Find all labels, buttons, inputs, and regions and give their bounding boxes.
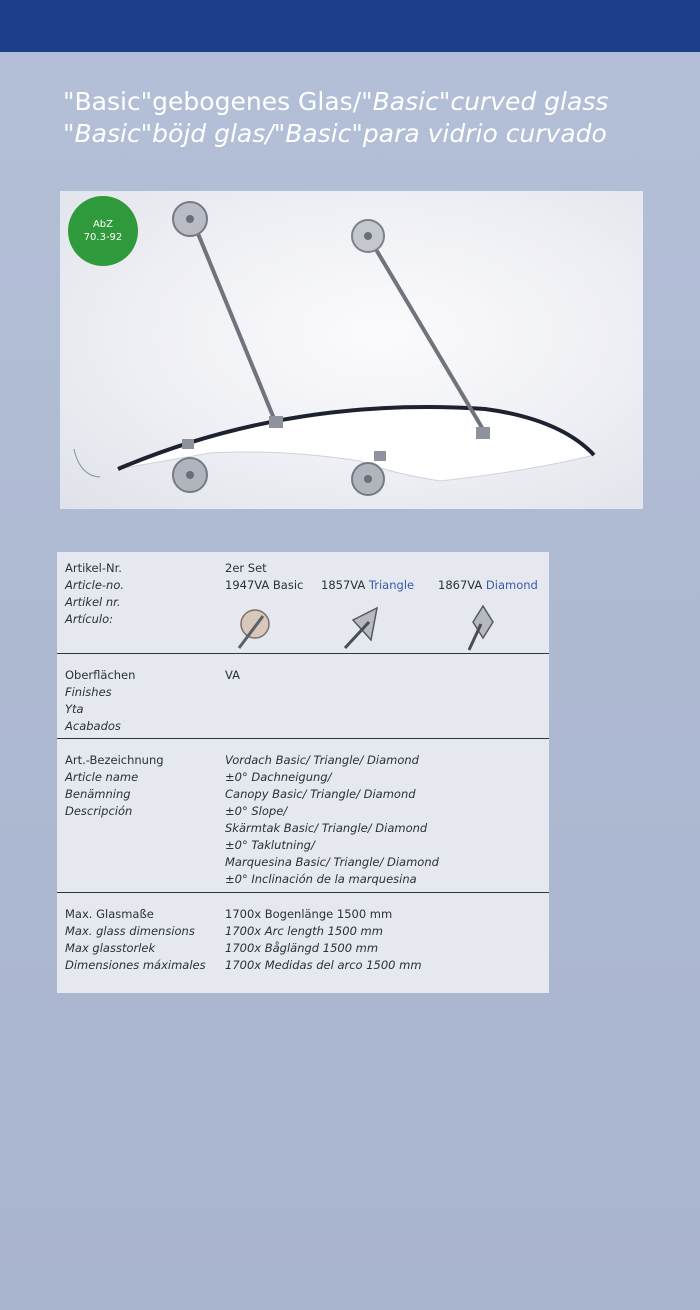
article-section <box>57 560 549 652</box>
title-english: "Basic"curved glass <box>361 87 609 116</box>
title-swedish-spanish: "Basic"böjd glas/"Basic"para vidrio curvado <box>63 119 607 148</box>
article-name-values <box>225 752 439 888</box>
label-es: Artículo: <box>65 612 114 626</box>
label-de: Artikel-Nr. <box>65 561 122 575</box>
article-name-labels <box>65 752 164 820</box>
product-photo <box>60 191 643 509</box>
name-line: Canopy Basic/ Triangle/ Diamond <box>225 787 416 801</box>
label-de: Oberflächen <box>65 668 136 682</box>
diamond-fitting-icon <box>461 604 497 652</box>
label-de: Max. Glasmaße <box>65 907 154 921</box>
article-name-section <box>57 752 549 890</box>
variant-name: Triangle <box>368 578 415 592</box>
name-line: ±0° Slope/ <box>225 804 288 818</box>
variant-code: 1867VA <box>438 578 483 592</box>
label-en: Finishes <box>65 685 112 699</box>
name-line: Vordach Basic/ Triangle/ Diamond <box>225 753 419 767</box>
variant-basic <box>225 577 303 594</box>
label-en: Article-no. <box>65 578 125 592</box>
dimensions-labels <box>65 906 206 974</box>
name-line: ±0° Inclinación de la marquesina <box>225 872 417 886</box>
triangle-fitting-icon <box>341 606 381 652</box>
label-en: Max. glass dimensions <box>65 924 195 938</box>
variant-name: Diamond <box>485 578 538 592</box>
name-line: Marquesina Basic/ Triangle/ Diamond <box>225 855 439 869</box>
badge-number: 70.3-92 <box>83 232 123 243</box>
variant-code: 1857VA <box>321 578 366 592</box>
label-sv: Yta <box>65 702 84 716</box>
variant-code: 1947VA <box>225 578 270 592</box>
dimension-line: 1700x Bogenlänge 1500 mm <box>225 907 393 921</box>
title-german: "Basic"gebogenes Glas/ <box>63 87 362 116</box>
finishes-section <box>57 667 549 735</box>
variant-name: Basic <box>272 578 304 592</box>
name-line: Skärmtak Basic/ Triangle/ Diamond <box>225 821 428 835</box>
specification-table <box>57 552 549 993</box>
variant-diamond <box>438 577 538 594</box>
dimension-line: 1700x Båglängd 1500 mm <box>225 941 379 955</box>
approval-badge <box>68 196 138 266</box>
label-es: Acabados <box>65 719 121 733</box>
section-divider <box>57 738 549 739</box>
label-es: Dimensiones máximales <box>65 958 206 972</box>
section-divider <box>57 653 549 654</box>
label-sv: Max glasstorlek <box>65 941 156 955</box>
page-title <box>63 86 683 150</box>
dimension-line: 1700x Medidas del arco 1500 mm <box>225 958 422 972</box>
set-label: 2er Set <box>225 561 267 575</box>
name-line: ±0° Dachneigung/ <box>225 770 332 784</box>
article-labels <box>65 560 124 628</box>
top-bar <box>0 0 700 52</box>
dimensions-section <box>57 906 549 978</box>
variant-triangle <box>321 577 414 594</box>
section-divider <box>57 892 549 893</box>
dimensions-values <box>225 906 422 974</box>
finishes-value <box>225 667 240 684</box>
label-en: Article name <box>65 770 139 784</box>
name-line: ±0° Taklutning/ <box>225 838 315 852</box>
basic-fitting-icon <box>233 606 273 652</box>
label-sv: Artikel nr. <box>65 595 121 609</box>
label-de: Art.-Bezeichnung <box>65 753 164 767</box>
dimension-line: 1700x Arc length 1500 mm <box>225 924 383 938</box>
badge-label: AbZ <box>92 219 114 230</box>
finish-va: VA <box>225 668 240 682</box>
canopy-illustration <box>60 191 643 509</box>
label-es: Descripción <box>65 804 133 818</box>
finishes-labels <box>65 667 135 735</box>
label-sv: Benämning <box>65 787 131 801</box>
